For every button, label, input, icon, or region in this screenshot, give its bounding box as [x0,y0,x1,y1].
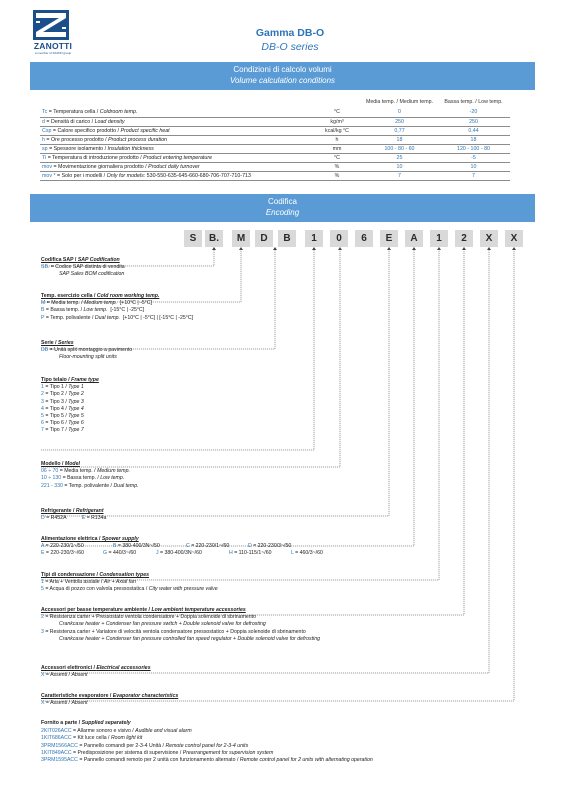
series-text: = Unità split montaggio a pavimento [48,347,133,354]
section-power-supply [41,536,323,558]
item-code: G [103,550,108,557]
item-text-en: Type 1 [68,384,84,391]
item-text: = R452A [44,515,67,522]
condition-unit: kg/m³ [312,117,362,126]
item-text-en: Remote control panel for 2 units with alternating operation [239,757,373,764]
item-text-en: Type 7 [68,427,84,434]
item-text-en: Type 4 [68,405,84,412]
condition-code: Csp [42,127,52,134]
condition-unit: mm [312,144,362,153]
condition-low-value: 18 [437,135,510,144]
item-code: 3 [41,628,44,635]
condition-text: = Densità di carico / [44,118,95,125]
item-code: 1 [41,384,44,391]
condition-unit: h [312,135,362,144]
item-text: = Pannello comandi per 2-3-4 Unità / [77,742,166,749]
list-item [41,406,99,413]
condition-low-value: -5 [437,153,510,162]
item-text-en: Audible and visual alarm [135,728,192,735]
list-item [41,427,99,434]
condition-code: sp [42,145,48,152]
condition-text-en: Load density [94,118,125,125]
item-text: = Bassa temp. / [61,475,101,482]
item-text: = Acqua di pozzo con valvola pressostatica / [43,586,149,593]
condensation-header-en: Condensation types [99,572,149,578]
item-code: 4 [41,405,44,412]
condition-medium-value: 18 [362,135,437,144]
frame-header-en: Frame type [71,377,99,383]
condition-medium-value: 7 [362,171,437,180]
list-item [41,629,320,636]
condition-unit: % [312,162,362,171]
code-box-2: B. [205,230,223,247]
list-item [41,757,373,764]
section-working-temp [41,293,193,322]
supplied-header-en: Supplied separately [81,720,131,726]
series-header: Serie / [41,340,59,346]
list-item [41,515,66,521]
item-code: 3 [41,398,44,405]
code-box-6: 1 [305,230,323,247]
condition-low-value: -20 [437,108,510,117]
list-item [291,550,323,556]
list-item [41,743,373,750]
item-text-en: Type 2 [68,391,84,398]
condition-text-en: Product process duration [108,136,167,143]
evaporator-code: X [41,700,45,707]
item-text: = Kit luce cella / [71,735,111,742]
item-text: = 380-400/3N~/60 [158,550,202,557]
accessories-header-en: Low ambient temperature accessories [151,607,246,613]
item-text-en: Medium temp. [84,300,117,307]
item-text: = Predisposizione per sistema di supervisione / [71,749,183,756]
list-item [82,515,107,521]
evaporator-header-en: Evaporator characteristics [112,693,179,699]
item-code: D [41,515,45,522]
item-text: = 220-230/3~/50 [251,543,292,550]
item-text-en: Remote control panel for 2-3-4 units [165,742,249,749]
code-box-13: X [480,230,498,247]
code-box-10: A [405,230,423,247]
item-text: = Tipo 3 / [43,398,69,405]
condition-medium-value: 100 - 80 - 60 [362,144,437,153]
item-text: = Tipo 6 / [43,420,69,427]
condition-code: mov * [42,172,56,179]
condition-medium-value: 0,77 [362,126,437,135]
list-item [41,483,139,490]
item-text: = Bassa temp. / [44,307,84,314]
item-text: = Allarme sonoro e visivo / [71,728,136,735]
condition-text-en: Only for models [106,172,144,179]
accessories-header: Accessori per basse temperature ambiente / [41,607,152,613]
condition-text: = Ore processo prodotto / [44,136,109,143]
condition-unit: °C [312,108,362,117]
item-code: 221 - 330 [41,482,63,489]
electronics-text-en: Absent [71,672,88,679]
item-text-en: Low temp. [83,307,108,314]
list-item [41,420,99,427]
list-item [41,391,99,398]
item-code: 2 [41,614,44,621]
condition-text-en: Product daily turnover [148,163,200,170]
item-text: = 220-230/3~/60 [44,550,84,557]
code-box-11: 1 [430,230,448,247]
item-code: 7 [41,427,44,434]
condition-code: d [42,118,45,125]
condition-low-value: 7 [437,171,510,180]
code-box-14: X [505,230,523,247]
power-header: Alimentazione elettrica / [41,536,102,542]
list-item [41,550,103,557]
code-box-3: M [232,230,250,247]
condition-medium-value: 0 [362,108,437,117]
section-refrigerant [41,508,106,522]
condition-unit: °C [312,153,362,162]
section-frame-type [41,377,99,435]
refrigerant-header-en: Refrigerant [75,508,104,514]
item-range: [-15°C | -25°C] [107,307,145,314]
item-code: E [41,550,45,557]
condition-code: h [42,136,45,143]
item-code: 3PRM1566ACC [41,742,78,749]
item-text-en: Dual temp. [94,314,120,321]
item-code: L [291,550,294,557]
evaporator-text-en: Absent [71,700,88,707]
list-item [41,728,373,735]
section-model [41,461,139,490]
list-item [186,543,248,550]
sap-text: = Codice SAP distinta di vendita [49,264,125,271]
item-text: = Temp. polivalente / [62,482,114,489]
electronics-code: X [41,672,45,679]
model-header-en: Model [64,461,80,467]
item-text: = 460/3~/60 [293,550,323,557]
code-box-12: 2 [455,230,473,247]
condition-low-value: 0,44 [437,126,510,135]
condition-text-en: Insulation thickness [107,145,154,152]
evaporator-header: Caratteristiche evaporatore / [41,693,113,699]
encoding-band-title: Codifica [268,197,297,206]
condition-unit: kcal/kg °C [312,126,362,135]
condition-text-en: Product specific heat [120,127,170,134]
model-header: Modello / [41,461,65,467]
page-title: Gamma DB-O [255,27,325,39]
condensation-header: Tipi di condensazione / [41,572,100,578]
section-sap [41,257,125,279]
item-code: 1KIT686ACC [41,735,72,742]
series-text-en: Floor-mounting split units [59,354,117,361]
condition-text: = Solo per i modelli / [55,172,107,179]
condition-code: Tc [42,109,48,116]
item-text: = Media temp. / [45,300,85,307]
item-code: 2KIT026ACC [41,728,72,735]
brand-name: ZANOTTI [33,41,73,51]
item-text-en: Crankcase heater + Condenser fan pressure controlled fan speed regulator + Double solenoid valve for defrosting [59,635,320,642]
list-item [41,750,373,757]
item-code: C [186,543,190,550]
condition-unit: % [312,171,362,180]
refrigerant-header: Refrigerante / [41,508,76,514]
item-code: M [41,300,46,307]
section-series [41,340,132,362]
item-text-en: Medium temp. [97,468,130,475]
working-temp-header: Temp. esercizio cella / [41,293,97,299]
list-item [41,475,139,482]
item-text: = Resistenza carter + Variatore di velocità ventola condensatore pressostatico + Doppia solenoide di sbrinamento [43,628,306,635]
col-low-temp: Bassa temp. / Low temp. [444,99,503,105]
condition-low-value: 120 - 100 - 80 [437,144,510,153]
list-item [41,384,99,391]
item-code: 3PRM1595ACC [41,757,78,764]
evaporator-text: = Assenti / [44,700,72,707]
frame-header: Tipo telaio / [41,377,72,383]
list-item [41,468,139,475]
working-temp-header-en: Cold room working temp. [96,293,160,299]
item-code: B [41,307,45,314]
sap-code: SB. [41,264,50,271]
conditions-band-subtitle: Volume calculation conditions [229,76,336,85]
sap-header-en: SAP Codification [77,257,120,263]
item-code: D [248,543,252,550]
item-text-en: Type 5 [68,413,84,420]
list-item [41,735,373,742]
list-item [41,399,99,406]
code-box-5: B [278,230,296,247]
item-text: = 440/3~/60 [107,550,137,557]
item-text-en: Type 6 [68,420,84,427]
condition-low-value: 250 [437,117,510,126]
code-box-7: 0 [330,230,348,247]
series-header-en: Series [58,340,74,346]
item-code: J [156,550,159,557]
item-text: = Pannello comandi remoto per 2 unità con funzionamento alternato / [77,757,240,764]
list-item [248,543,291,549]
condition-code: Ti [42,154,47,161]
section-supplied-separately [41,720,373,764]
list-item [229,550,291,557]
item-text: = Tipo 7 / [43,427,69,434]
item-code: H [229,550,233,557]
condition-low-value: 10 [437,162,510,171]
code-box-9: E [380,230,398,247]
item-code: 5 [41,413,44,420]
list-item [41,307,193,314]
electronics-header: Accessori elettronici / [41,665,97,671]
item-text: = 220-230/1~/60 [189,543,230,550]
item-text-en: City water with pressure valve [148,586,218,593]
item-text-en: Room light kit [110,735,143,742]
item-code: A [41,543,45,550]
item-code: 5 [41,586,44,593]
section-condensation [41,572,218,594]
code-box-8: 6 [355,230,373,247]
condition-medium-value: 10 [362,162,437,171]
condition-text: = Calore specifico prodotto / [51,127,121,134]
item-text-en: Crankcase heater + Condenser fan pressure switch + Double solenoid valve for defrosting [59,621,266,628]
item-code: B [113,543,117,550]
condition-code: mov [42,163,53,170]
sap-text-en: SAP Sales BOM codification [59,271,125,278]
series-code: DB [41,347,49,354]
list-item [41,614,320,621]
item-text-en: Dual temp. [113,482,139,489]
item-code: 06 ÷ 70 [41,468,59,475]
item-text-en: Prearrangement for supervision system [182,749,274,756]
list-item [113,543,186,550]
item-code: 2 [41,391,44,398]
condition-medium-value: 25 [362,153,437,162]
sap-header: Codifica SAP / [41,257,78,263]
item-text: = Resistenza carter + Pressostato ventola condensatore + Doppia solenoide di sbrinamento [43,614,256,621]
item-code: 6 [41,420,44,427]
condition-text-en: Coldroom temp. [99,109,138,116]
code-box-4: D [255,230,273,247]
list-item [41,579,218,586]
supplied-header: Fornito a parte / [41,720,82,726]
page-subtitle: DB-O series [261,41,319,53]
item-code: 10 ÷ 130 [41,475,62,482]
item-text: = Aria + Ventola assiale / [43,579,104,586]
section-electrical-accessories [41,665,151,679]
item-code: 1 [41,579,44,586]
condition-medium-value: 250 [362,117,437,126]
condition-text-tail: : 530-550-635-645-660-680-706-707-710-713 [143,172,251,179]
item-text-en: Air + Axial fan [103,579,136,586]
electronics-header-en: Electrical accessories [96,665,151,671]
item-range: [+10°C | -5°C] [116,300,153,307]
item-text: = Temp. polivalente / [44,314,95,321]
condition-text: = Temperatura di introduzione prodotto / [46,154,144,161]
item-text: = Tipo 1 / [43,384,69,391]
power-header-en: Spower supply [101,536,139,542]
item-text: = 110-115/1~/60 [232,550,272,557]
list-item [41,300,193,307]
item-code: 1KIT849ACC [41,749,72,756]
list-item [41,543,113,550]
item-code: E [81,515,86,522]
item-code: P [41,314,45,321]
condition-text: = Temperatura cella / [47,109,100,116]
col-medium-temp: Media temp. / Medium temp. [365,99,434,105]
item-text: = Tipo 5 / [43,413,69,420]
brand-tagline: a member of DAIKIN group [34,51,72,55]
section-evaporator [41,693,178,707]
list-item [156,550,229,557]
item-text: = 380-400/3N~/50 [116,543,160,550]
item-text: = Tipo 2 / [43,391,69,398]
item-text: = Media temp. / [58,468,98,475]
item-text: = Tipo 4 / [43,405,69,412]
conditions-band-title: Condizioni di calcolo volumi [233,65,332,74]
list-item [41,413,99,420]
list-item [41,315,193,322]
item-range: [+10°C | -5°C] | [-15°C | -25°C] [119,314,194,321]
item-text-en: Low temp. [100,475,125,482]
electronics-text: = Assenti / [44,672,72,679]
list-item [41,586,218,593]
condition-text: = Movimentazione giornaliera prodotto / [52,163,149,170]
section-low-ambient-accessories [41,607,320,643]
condition-text: = Spessore isolamento / [47,145,108,152]
list-item [103,550,156,557]
encoding-band-subtitle: Encoding [265,208,300,217]
item-text: = 220-230/1~/50 [44,543,84,550]
code-box-1: S [184,230,202,247]
item-text: = R134a [85,515,107,522]
condition-text-en: Product entering temperature [143,154,213,161]
item-text-en: Type 3 [68,398,84,405]
